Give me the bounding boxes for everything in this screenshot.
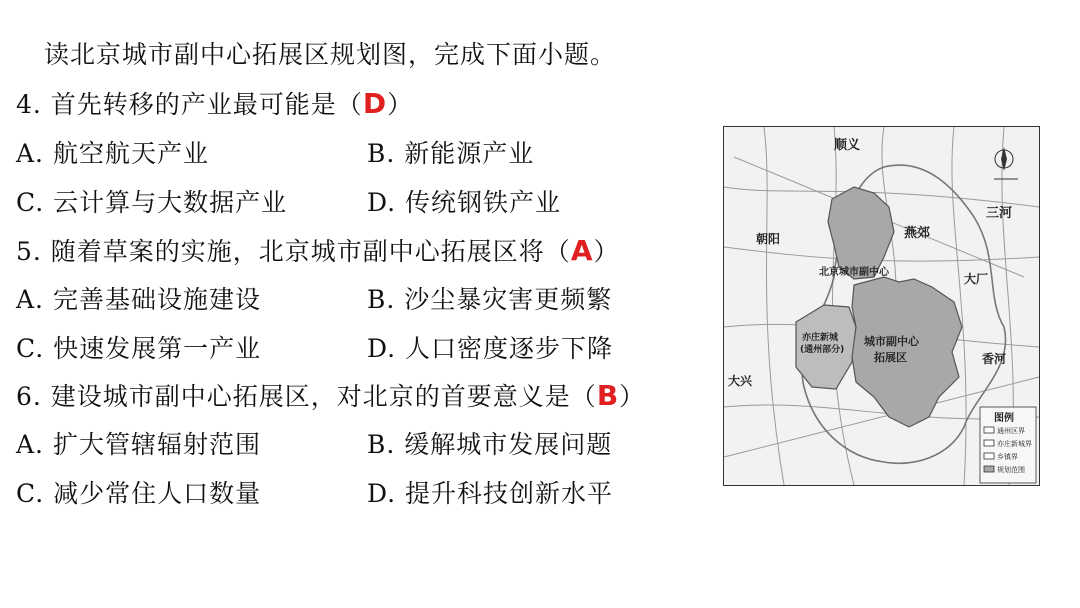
- label-chaoyang: 朝阳: [756, 232, 781, 246]
- q4-option-c: C. 云计算与大数据产业: [16, 188, 288, 217]
- question-4-answer: D: [362, 87, 388, 120]
- compass-icon: [994, 147, 1018, 179]
- planning-map: [723, 126, 1040, 486]
- legend-title: 图例: [994, 413, 1014, 424]
- q6-option-d: D. 提升科技创新水平: [367, 479, 614, 508]
- q5-option-d: D. 人口密度逐步下降: [367, 334, 614, 363]
- label-yizhuang-sub: (通州部分): [800, 345, 845, 355]
- q6-option-c: C. 减少常住人口数量: [16, 479, 262, 508]
- q6-option-a: A. 扩大管辖辐射范围: [16, 430, 261, 459]
- legend-item-3: 乡镇界: [997, 453, 1018, 461]
- label-yizhuang: 亦庄新城: [802, 333, 839, 343]
- tuozhan-region: [852, 277, 962, 427]
- q4-option-b: B. 新能源产业: [367, 139, 535, 168]
- label-fuzhongxin: 北京城市副中心: [819, 267, 889, 278]
- label-dachang: 大厂: [964, 272, 989, 286]
- fuzhongxin-region: [828, 187, 894, 279]
- label-tuozhan-2: 拓展区: [874, 351, 907, 364]
- q5-option-a: A. 完善基础设施建设: [16, 285, 261, 314]
- q4-option-d: D. 传统钢铁产业: [367, 188, 562, 217]
- q5-option-c: C. 快速发展第一产业: [16, 334, 262, 363]
- label-sanhe: 三河: [986, 206, 1013, 221]
- q4-option-a: A. 航空航天产业: [16, 139, 209, 168]
- q5-option-b: B. 沙尘暴灾害更频繁: [367, 285, 613, 314]
- legend-item-4: 规划范围: [997, 466, 1025, 474]
- question-5-answer: A: [570, 234, 594, 267]
- q6-option-b: B. 缓解城市发展问题: [367, 430, 613, 459]
- question-6-answer: B: [596, 379, 620, 412]
- planning-map-svg: [724, 127, 1039, 485]
- map-legend: [980, 407, 1036, 483]
- question-6-close: ）: [619, 382, 646, 411]
- label-yanjiao: 燕郊: [904, 226, 931, 241]
- label-shunyi: 顺义: [834, 138, 861, 153]
- label-xianghe: 香河: [982, 352, 1007, 366]
- legend-item-2: 亦庄新城界: [997, 440, 1032, 448]
- intro-text: 读北京城市副中心拓展区规划图，完成下面小题。: [44, 40, 617, 69]
- label-tuozhan-1: 城市副中心: [864, 335, 919, 348]
- label-daxing: 大兴: [728, 374, 753, 388]
- question-5-text: 5. 随着草案的实施，北京城市副中心拓展区将（: [16, 237, 571, 266]
- question-4-stem: [16, 89, 413, 120]
- question-6-text: 6. 建设城市副中心拓展区，对北京的首要意义是（: [16, 382, 597, 411]
- question-5-stem: [16, 236, 620, 267]
- legend-item-1: 通州区界: [997, 427, 1025, 435]
- question-5-close: ）: [593, 237, 620, 266]
- question-4-text: 4. 首先转移的产业最可能是（: [16, 90, 363, 119]
- question-4-close: ）: [387, 90, 414, 119]
- question-6-stem: [16, 381, 645, 412]
